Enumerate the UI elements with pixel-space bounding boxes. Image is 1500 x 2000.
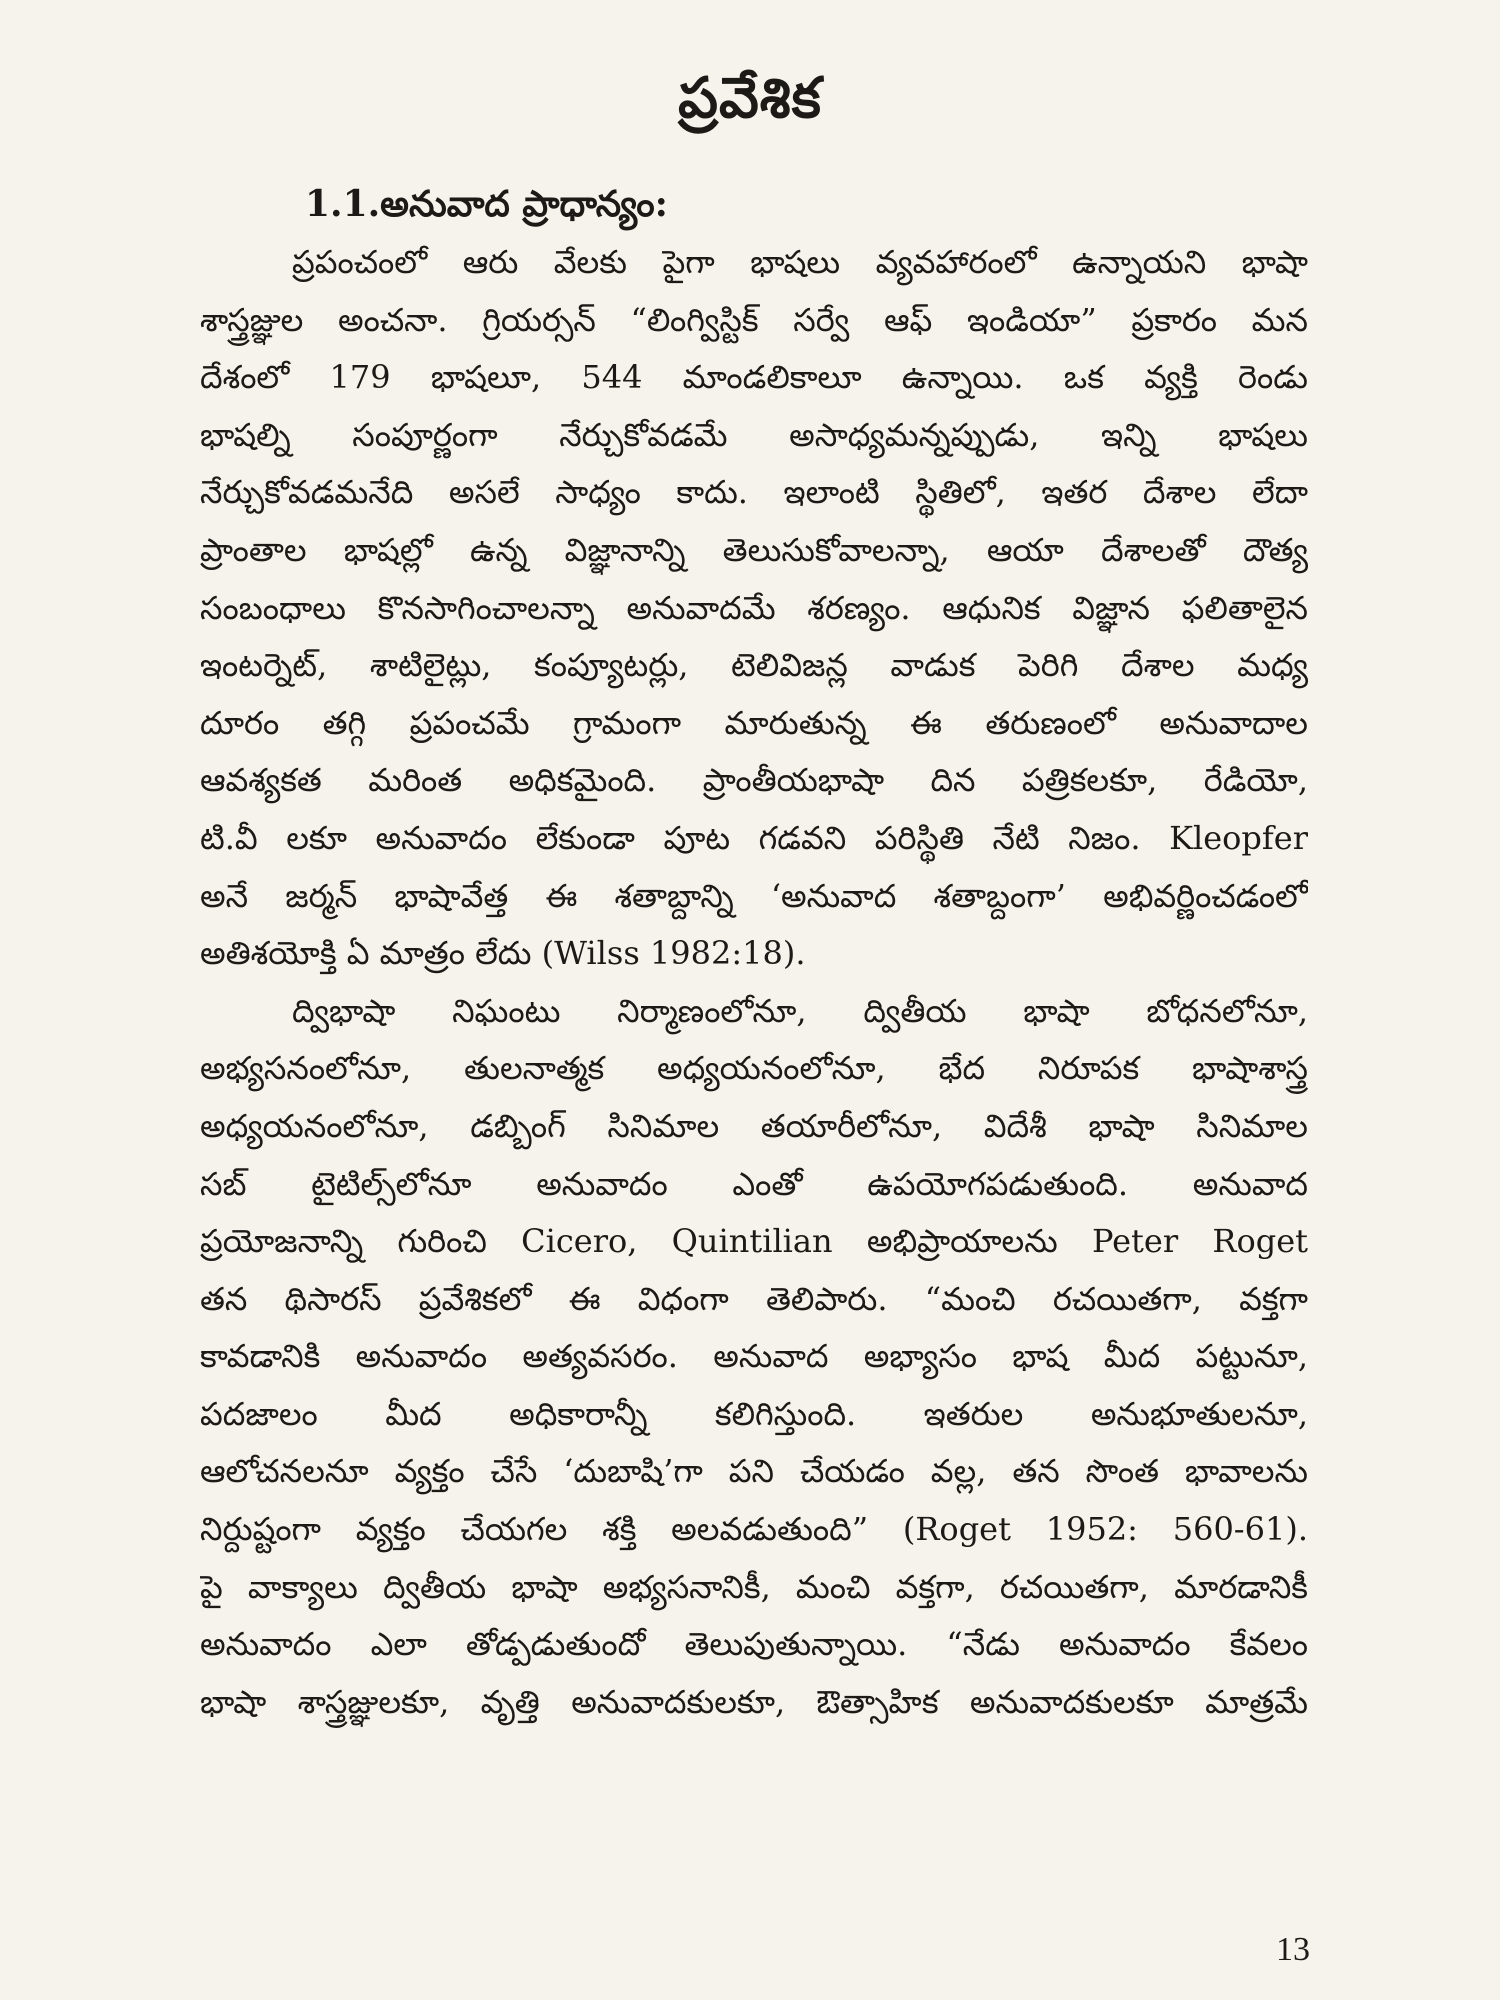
text-line: ప్రయోజనాన్ని గురించి Cicero, Quintilian అభిప్రాయాలను Peter Roget [200, 1222, 1308, 1261]
text-line: ఆవశ్యకత మరింత అధికమైంది. ప్రాంతీయభాషా దిన పత్రికలకూ, రేడియో, [200, 761, 1308, 800]
text-line: అనువాదం ఎలా తోడ్పడుతుందో తెలుపుతున్నాయి. “నేడు అనువాదం కేవలం [200, 1625, 1308, 1664]
text-line: ఆలోచనలనూ వ్యక్తం చేసే ‘దుబాషి’గా పని చేయడం వల్ల, తన సొంత భావాలను [200, 1452, 1308, 1491]
text-line: భాషల్ని సంపూర్ణంగా నేర్చుకోవడమే అసాధ్యమన్నప్పుడు, ఇన్ని భాషలు [200, 415, 1308, 454]
text-line: శాస్త్రజ్ఞుల అంచనా. గ్రియర్సన్ “లింగ్విస్టిక్ సర్వే ఆఫ్ ఇండియా” ప్రకారం మన [200, 300, 1308, 339]
text-line: పదజాలం మీద అధికారాన్నీ కలిగిస్తుంది. ఇతరుల అనుభూతులనూ, [200, 1394, 1308, 1433]
page-title: ప్రవేశిక [678, 65, 822, 131]
text-line: దేశంలో 179 భాషలూ, 544 మాండలికాలూ ఉన్నాయి. ఒక వ్యక్తి రెండు [200, 358, 1308, 397]
page-number: 13 [1276, 1931, 1310, 1968]
section-heading: 1.1.అనువాద ప్రాధాన్యం: [305, 183, 668, 225]
text-line: భాషా శాస్త్రజ్ఞులకూ, వృత్తి అనువాదకులకూ, ఔత్సాహిక అనువాదకులకూ మాత్రమే [200, 1682, 1308, 1721]
text-line: తన థిసారస్ ప్రవేశికలో ఈ విధంగా తెలిపారు. “మంచి రచయితగా, వక్తగా [200, 1279, 1308, 1318]
text-line: సబ్ టైటిల్స్‌లోనూ అనువాదం ఎంతో ఉపయోగపడుతుంది. అనువాద [200, 1164, 1308, 1203]
paragraph-2 [200, 983, 1308, 1732]
paragraph-1 [200, 234, 1308, 983]
text-line: ద్విభాషా నిఘంటు నిర్మాణంలోనూ, ద్వితీయ భాషా బోధనలోనూ, [292, 991, 1308, 1030]
text-line: అతిశయోక్తి ఏ మాత్రం లేదు (Wilss 1982:18). [200, 934, 806, 973]
text-line: కావడానికి అనువాదం అత్యవసరం. అనువాద అభ్యాసం భాష మీద పట్టునూ, [200, 1337, 1308, 1376]
text-line: అనే జర్మన్ భాషావేత్త ఈ శతాబ్దాన్ని ‘అనువాద శతాబ్దంగా’ అభివర్ణించడంలో [200, 876, 1308, 915]
text-line: ప్రపంచంలో ఆరు వేలకు పైగా భాషలు వ్యవహారంలో ఉన్నాయని భాషా [292, 243, 1308, 281]
text-line: సంబంధాలు కొనసాగించాలన్నా అనువాదమే శరణ్యం. ఆధునిక విజ్ఞాన ఫలితాలైన [200, 588, 1308, 627]
text-line: నేర్చుకోవడమనేది అసలే సాధ్యం కాదు. ఇలాంటి స్థితిలో, ఇతర దేశాల లేదా [200, 473, 1308, 512]
text-line: ఇంటర్నెట్, శాటిలైట్లు, కంప్యూటర్లు, టెలివిజన్ల వాడుక పెరిగి దేశాల మధ్య [200, 646, 1308, 685]
text-line: దూరం తగ్గి ప్రపంచమే గ్రామంగా మారుతున్న ఈ తరుణంలో అనువాదాల [200, 703, 1308, 742]
text-line: అధ్యయనంలోనూ, డబ్బింగ్ సినిమాల తయారీలోనూ, విదేశీ భాషా సినిమాల [200, 1106, 1308, 1145]
text-line: నిర్దుష్టంగా వ్యక్తం చేయగల శక్తి అలవడుతుంది” (Roget 1952: 560-61). [200, 1510, 1308, 1549]
text-line: ప్రాంతాల భాషల్లో ఉన్న విజ్ఞానాన్ని తెలుసుకోవాలన్నా, ఆయా దేశాలతో దౌత్య [200, 530, 1308, 569]
text-line: అభ్యసనంలోనూ, తులనాత్మక అధ్యయనంలోనూ, భేద నిరూపక భాషాశాస్త్ర [200, 1049, 1308, 1088]
body-text [200, 234, 1308, 1731]
text-line: టి.వీ లకూ అనువాదం లేకుండా పూట గడవని పరిస్థితి నేటి నిజం. Kleopfer [200, 818, 1308, 857]
text-line: పై వాక్యాలు ద్వితీయ భాషా అభ్యసనానికీ, మంచి వక్తగా, రచయితగా, మారడానికీ [200, 1567, 1308, 1606]
